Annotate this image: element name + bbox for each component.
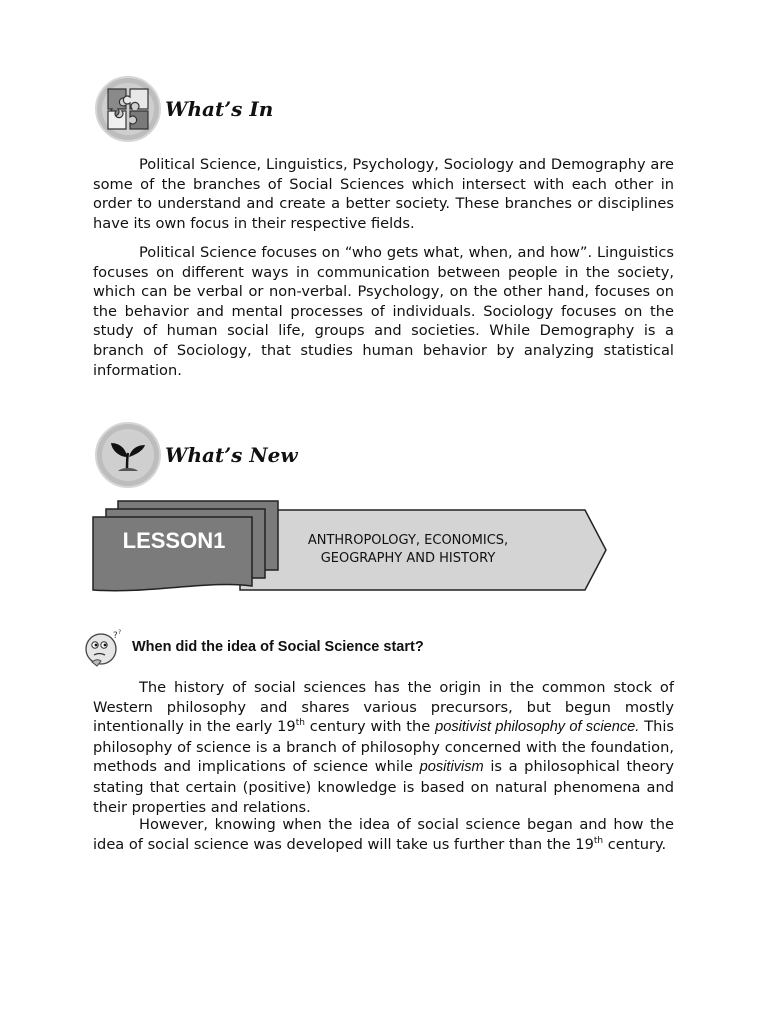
whats-in-paragraph-2: Political Science focuses on “who gets what, when, and how”. Linguistics focuses on different ways in communication between people in the society, which can be verbal or non-verbal. Psychology, on the other hand, focuses on the behavior and mental processes of individuals. Sociology focuses on the study of human social life, groups and societies. While Demography is a branch of Sociology, that studies human behavior by analyzing statistical information. <box>93 244 674 379</box>
lesson-banner <box>90 500 610 594</box>
svg-text:?: ? <box>118 629 122 636</box>
whats-in-paragraph-1: Political Science, Linguistics, Psychology, Sociology and Demography are some of the branches of Social Sciences which intersect with each other in order to understand and create a better society. These branches or disciplines have its own focus in their respective fields. <box>93 156 674 232</box>
whats-new-header <box>95 422 298 488</box>
history-paragraph-2: However, knowing when the idea of social science began and how the idea of social science was developed will take us further than the 19th century. <box>93 816 674 853</box>
thinking-face-icon <box>83 628 125 674</box>
sprout-icon <box>95 422 161 488</box>
history-paragraph-1: The history of social sciences has the origin in the common stock of Western philosophy and shares various precursors, but begun mostly intentionally in the early 19th century with the positivist philosophy of science. This philosophy of science is a branch of philosophy concerned with the foundation, methods and implications of science while positivism is a philosophical theory stating that certain (positive) knowledge is based on natural phenomena and their properties and relations. <box>93 679 675 816</box>
question-text: When did the idea of Social Science start? <box>132 639 424 655</box>
whats-new-title: What’s New <box>165 443 298 467</box>
lesson-label: LESSON1 <box>122 528 226 553</box>
whats-in-title: What’s In <box>165 97 274 121</box>
svg-text:?: ? <box>113 631 118 641</box>
lesson-title: ANTHROPOLOGY, ECONOMICS, GEOGRAPHY AND HISTORY <box>307 533 509 566</box>
whats-in-header <box>95 76 273 142</box>
puzzle-icon <box>95 76 161 142</box>
